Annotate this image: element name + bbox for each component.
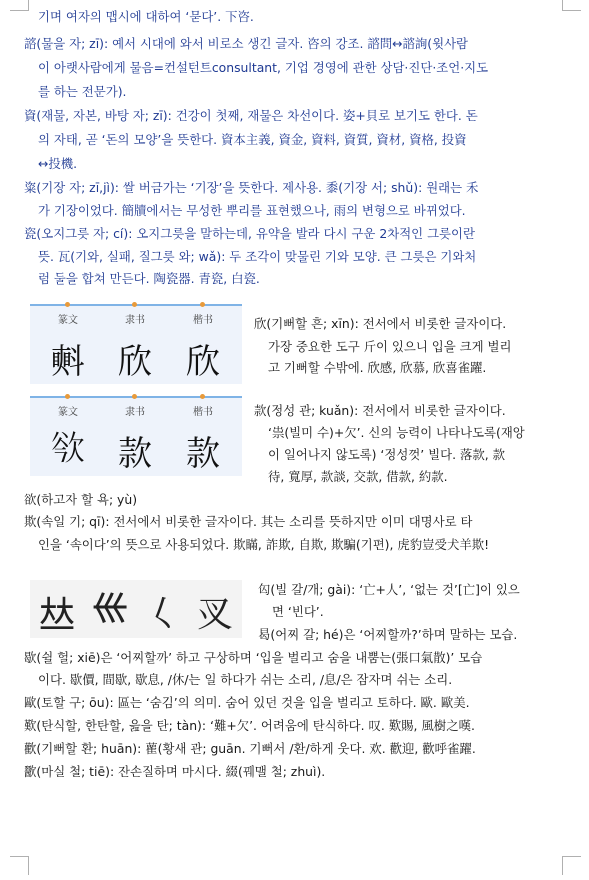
text-line: 럼 둘을 합쳐 만든다. 陶瓷器. 青瓷, 白瓷. xyxy=(38,271,260,286)
text-line: 의 자태, 곧 ‘돈의 모양’을 뜻한다. 資本主義, 資金, 資料, 資質, 資材, 資格, 投資 xyxy=(38,132,467,147)
script-label-clerical: 隶书 xyxy=(125,315,145,326)
entry-qi: 欺(속일 기; qī): 전서에서 비롯한 글자이다. 其는 소리를 뜻하지만 이미 대명사로 타 xyxy=(24,514,473,529)
glyph-clerical: 欣 xyxy=(118,342,152,382)
text-line: 뜻. 瓦(기와, 실패, 질그릇 와; wǎ): 두 조각이 맞물린 기와 모양. 큰 그릇은 기와처 xyxy=(38,249,477,264)
bronze-glyph: 㕚 xyxy=(196,594,233,635)
entry-zi-wealth: 資(재물, 자본, 바탕 자; zī): 건강이 첫째, 재물은 차선이다. 姿+貝로 보기도 한다. 돈 xyxy=(24,108,478,123)
text-line: 인을 ‘속이다’의 뜻으로 사용되었다. 欺瞞, 詐欺, 自欺, 欺騙(기편), 虎豹豈受犬羊欺! xyxy=(38,537,490,552)
glyph-evolution-card-kuan xyxy=(30,396,242,476)
crop-mark-bottom-left xyxy=(10,856,29,875)
marker-dot xyxy=(132,302,137,307)
bronze-glyph: 𡿨 xyxy=(144,594,181,635)
bronze-glyph: 𠀤 xyxy=(38,595,75,636)
bronze-glyph: 𡿧 xyxy=(91,589,128,630)
glyph-seal: 𣢲 xyxy=(51,429,85,469)
text-line: 이 일어나지 않도록) ‘정성껏’ 빌다. 落款, 款 xyxy=(268,447,505,462)
marker-dot xyxy=(132,394,137,399)
script-label-clerical: 隶书 xyxy=(125,407,145,418)
text-line: 이 아랫사람에게 물음=컨설턴트consultant, 기업 경영에 관한 상담·진단·조언·지도 xyxy=(38,60,489,75)
glyph-regular: 款 xyxy=(186,434,220,474)
entry-zi-consult: 諮(물을 자; zī): 예서 시대에 와서 비로소 생긴 글자. 咨의 강조. 諮問↔諮詢(윗사람 xyxy=(24,36,469,51)
marker-dot xyxy=(65,302,70,307)
text-line: 가 기장이었다. 簡牘에서는 무성한 뿌리를 표현했으나, 雨의 변형으로 바뀌었다. xyxy=(38,203,466,218)
text-line: 待, 寬厚, 款談, 交款, 借款, 約款. xyxy=(268,469,448,484)
text-line: 고 기뻐할 수밖에. 欣感, 欣慕, 欣喜雀躍. xyxy=(268,360,487,375)
bronze-script-image xyxy=(30,580,242,638)
entry-zi-millet: 粢(기장 자; zī,jì): 쌀 버금가는 ‘기장’을 뜻한다. 제사용. 黍(기장 서; shǔ): 원래는 禾 xyxy=(24,180,479,195)
entry-zi-porcelain: 瓷(오지그릇 자; cí): 오지그릇을 말하는데, 유약을 발라 다시 구운 2차적인 그릇이란 xyxy=(24,226,475,241)
script-label-seal: 篆文 xyxy=(58,407,78,418)
text-line: 匃(빌 갈/개; gài): ‘亡+人’, ‘없는 것’[亡]이 있으 xyxy=(258,582,520,597)
text-line: ‘祟(빌미 수)+欠’. 신의 능력이 나타나도록(재앙 xyxy=(268,425,525,440)
glyph-regular: 欣 xyxy=(186,342,220,382)
crop-mark-top-right xyxy=(562,0,581,11)
text-line: 가장 중요한 도구 斤이 있으니 입을 크게 벌리 xyxy=(268,339,512,354)
text-line: 이다. 歇價, 間歇, 歇息, /休/는 일 하다가 쉬는 소리, /息/은 잠자며 쉬는 소리. xyxy=(38,672,453,687)
glyph-evolution-card-xin xyxy=(30,304,242,384)
text-line: 면 ‘빈다’. xyxy=(272,604,324,619)
entry-xie: 歇(쉴 헐; xiē)은 ‘어찌할까’ 하고 구상하며 ‘입을 벌리고 숨을 내뿜는(張口氣散)’ 모습 xyxy=(24,650,483,665)
text-line: ↔投機. xyxy=(38,156,78,171)
marker-dot xyxy=(200,394,205,399)
marker-dot xyxy=(65,394,70,399)
entry-tan: 歎(탄식할, 한탄할, 읊을 탄; tàn): ‘難+欠’. 어려움에 탄식하다. 叹. 歎賜, 風樹之嘆. xyxy=(24,718,475,733)
text-line: 기며 여자의 맵시에 대하여 ‘묻다’. 下咨. xyxy=(38,9,254,24)
text-line: 를 하는 전문가). xyxy=(38,84,127,99)
crop-mark-bottom-right xyxy=(562,856,581,875)
script-label-seal: 篆文 xyxy=(58,315,78,326)
entry-huan: 歡(기뻐할 환; huān): 雚(황새 관; guān. 기뻐서 /환/하게 웃다. 欢. 歡迎, 歡呼雀躍. xyxy=(24,741,476,756)
glyph-clerical: 款 xyxy=(118,434,152,474)
crop-mark-top-left xyxy=(10,0,29,11)
script-label-regular: 楷书 xyxy=(193,315,213,326)
entry-ou: 歐(토할 구; ōu): 區는 ‘숨김’의 의미. 숨어 있던 것을 입을 벌리고 토하다. 歐. 歐美. xyxy=(24,695,470,710)
marker-dot xyxy=(200,302,205,307)
entry-yu: 欲(하고자 할 욕; yù) xyxy=(24,492,138,507)
text-line: 款(정성 관; kuǎn): 전서에서 비롯한 글자이다. xyxy=(254,403,506,418)
script-label-regular: 楷书 xyxy=(193,407,213,418)
text-line: 欣(기뻐할 흔; xīn): 전서에서 비롯한 글자이다. xyxy=(254,316,507,331)
glyph-seal: 㪺 xyxy=(51,342,85,382)
entry-tie: 歠(마실 철; tiē): 잔손질하며 마시다. 綴(꿰맬 철; zhuì). xyxy=(24,764,326,779)
text-line: 曷(어찌 갈; hé)은 ‘어찌할까?’하며 말하는 모습. xyxy=(258,627,518,642)
